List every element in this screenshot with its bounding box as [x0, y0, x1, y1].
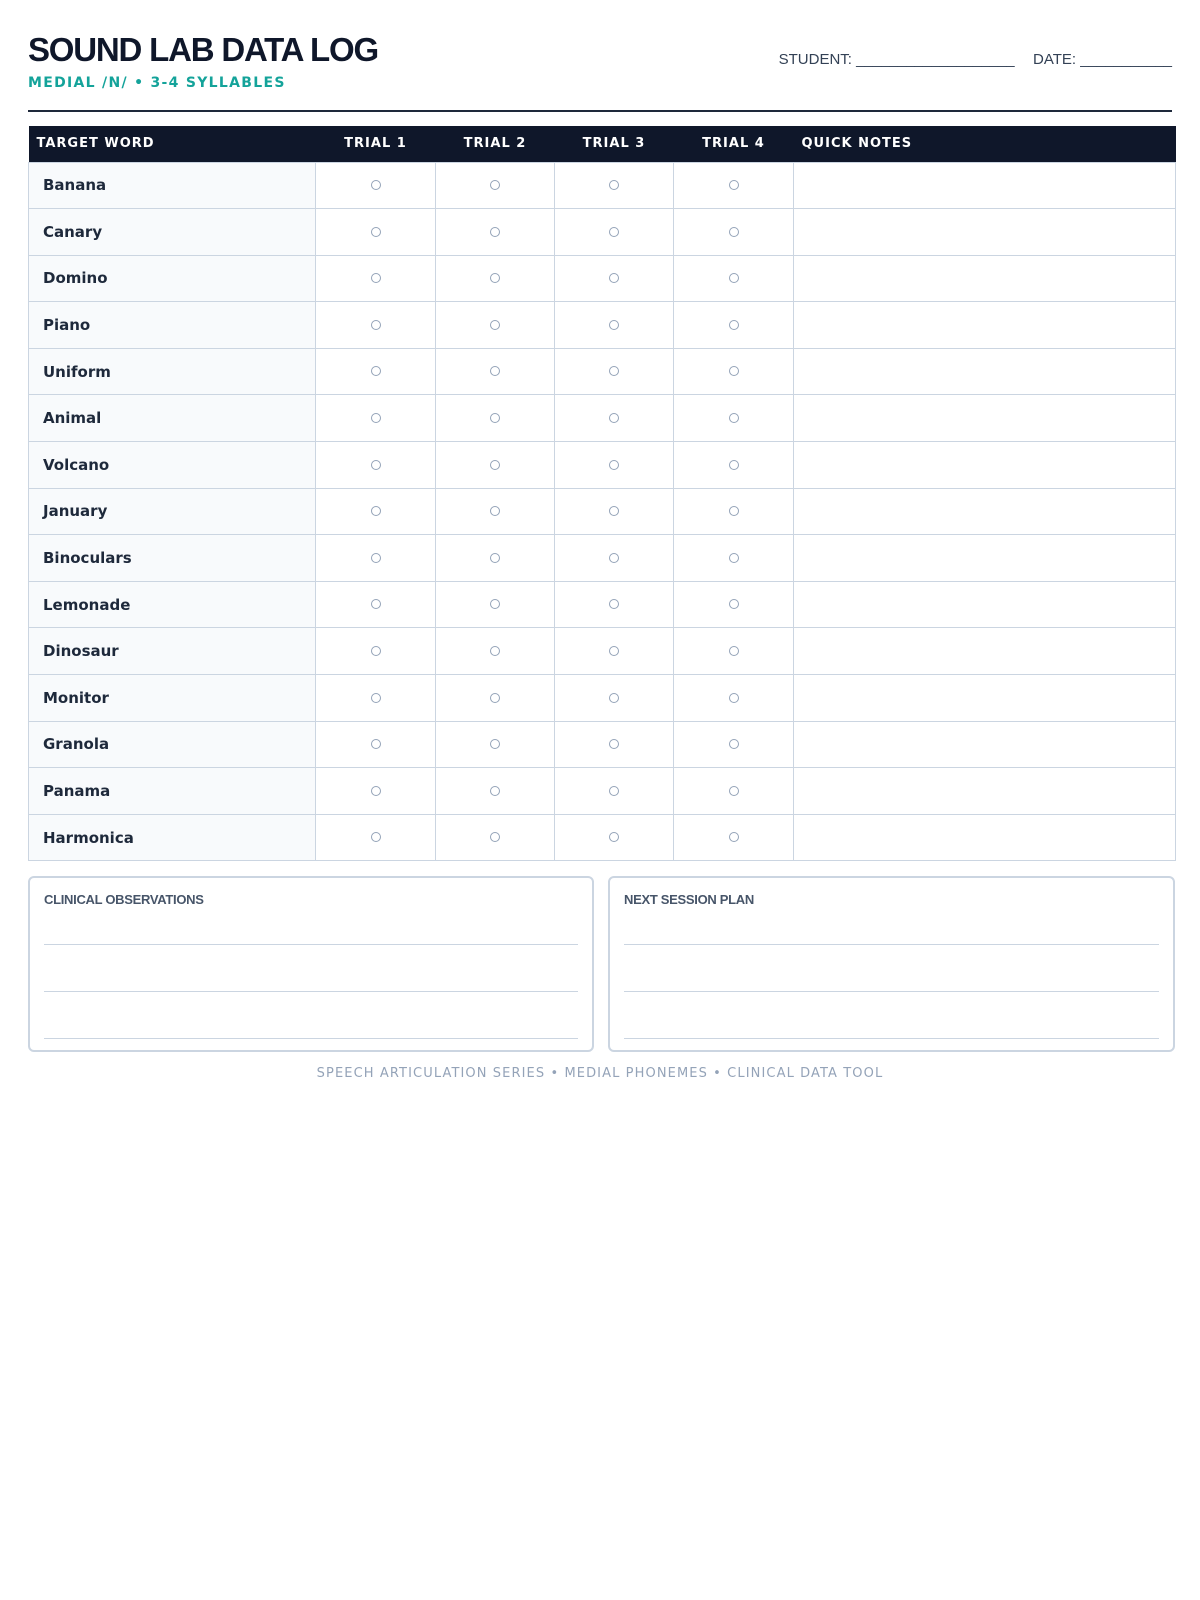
trial-1-cell: [316, 675, 436, 722]
quick-notes-cell[interactable]: [794, 488, 1176, 535]
quick-notes-cell[interactable]: [794, 395, 1176, 442]
table-row: [29, 348, 1176, 395]
target-word-cell: Uniform: [29, 348, 316, 395]
table-row: [29, 488, 1176, 535]
trial-circle-icon[interactable]: [490, 786, 500, 796]
target-word-cell: Animal: [29, 395, 316, 442]
trial-circle-icon[interactable]: [371, 553, 381, 563]
table-row: [29, 721, 1176, 768]
trial-circle-icon[interactable]: [609, 320, 619, 330]
notes-section: [28, 876, 1175, 1052]
table-row: [29, 581, 1176, 628]
trial-4-cell: [674, 348, 794, 395]
trial-circle-icon[interactable]: [490, 832, 500, 842]
trial-4-cell: [674, 535, 794, 582]
trial-1-cell: [316, 395, 436, 442]
column-header-trial-3: TRIAL 3: [555, 126, 674, 162]
quick-notes-cell[interactable]: [794, 255, 1176, 302]
target-word-cell: Banana: [29, 162, 316, 209]
trial-circle-icon[interactable]: [609, 832, 619, 842]
target-word-cell: Domino: [29, 255, 316, 302]
quick-notes-cell[interactable]: [794, 814, 1176, 861]
trial-4-cell: [674, 675, 794, 722]
student-field[interactable]: ___________________: [856, 51, 1015, 68]
table-row: [29, 302, 1176, 349]
target-word-cell: Panama: [29, 768, 316, 815]
quick-notes-cell[interactable]: [794, 535, 1176, 582]
trial-4-cell: [674, 581, 794, 628]
writing-line: [44, 1038, 578, 1039]
table-row: [29, 814, 1176, 861]
next-session-plan-box[interactable]: [608, 876, 1175, 1052]
target-word-cell: January: [29, 488, 316, 535]
trial-4-cell: [674, 255, 794, 302]
trial-circle-icon[interactable]: [609, 273, 619, 283]
trial-circle-icon[interactable]: [490, 460, 500, 470]
target-word-cell: Harmonica: [29, 814, 316, 861]
trial-2-cell: [436, 348, 555, 395]
quick-notes-cell[interactable]: [794, 348, 1176, 395]
trial-circle-icon[interactable]: [609, 460, 619, 470]
trial-3-cell: [555, 209, 674, 256]
column-header-quick-notes: QUICK NOTES: [794, 126, 1176, 162]
trial-circle-icon[interactable]: [729, 599, 739, 609]
writing-line: [624, 944, 1159, 945]
trial-2-cell: [436, 255, 555, 302]
trial-circle-icon[interactable]: [729, 273, 739, 283]
trial-3-cell: [555, 162, 674, 209]
trial-3-cell: [555, 535, 674, 582]
date-field[interactable]: ___________: [1080, 51, 1172, 68]
trial-3-cell: [555, 768, 674, 815]
trial-1-cell: [316, 442, 436, 489]
target-word-cell: Canary: [29, 209, 316, 256]
writing-line: [44, 944, 578, 945]
header: [28, 28, 1172, 112]
trial-circle-icon[interactable]: [609, 739, 619, 749]
trial-circle-icon[interactable]: [490, 413, 500, 423]
trial-circle-icon[interactable]: [609, 180, 619, 190]
target-word-cell: Lemonade: [29, 581, 316, 628]
trial-4-cell: [674, 395, 794, 442]
trial-circle-icon[interactable]: [490, 180, 500, 190]
footer-text: SPEECH ARTICULATION SERIES • MEDIAL PHONEMES • CLINICAL DATA TOOL: [316, 1066, 884, 1081]
trial-circle-icon[interactable]: [609, 506, 619, 516]
trial-1-cell: [316, 581, 436, 628]
trial-2-cell: [436, 209, 555, 256]
table-row: [29, 209, 1176, 256]
quick-notes-cell[interactable]: [794, 628, 1176, 675]
trial-circle-icon[interactable]: [609, 553, 619, 563]
trial-circle-icon[interactable]: [609, 599, 619, 609]
trial-1-cell: [316, 209, 436, 256]
trial-circle-icon[interactable]: [490, 646, 500, 656]
trial-circle-icon[interactable]: [371, 646, 381, 656]
trial-4-cell: [674, 721, 794, 768]
trial-circle-icon[interactable]: [371, 320, 381, 330]
trial-circle-icon[interactable]: [729, 413, 739, 423]
trial-4-cell: [674, 488, 794, 535]
trial-circle-icon[interactable]: [490, 366, 500, 376]
trial-4-cell: [674, 209, 794, 256]
trial-circle-icon[interactable]: [729, 553, 739, 563]
trial-circle-icon[interactable]: [371, 506, 381, 516]
trial-1-cell: [316, 768, 436, 815]
table-row: [29, 768, 1176, 815]
trial-circle-icon[interactable]: [490, 553, 500, 563]
quick-notes-cell[interactable]: [794, 442, 1176, 489]
trial-circle-icon[interactable]: [371, 273, 381, 283]
trial-circle-icon[interactable]: [609, 646, 619, 656]
table-header-row: [29, 126, 1176, 162]
trial-circle-icon[interactable]: [371, 693, 381, 703]
trial-2-cell: [436, 395, 555, 442]
trial-circle-icon[interactable]: [609, 413, 619, 423]
student-label: STUDENT:: [778, 51, 852, 68]
trial-circle-icon[interactable]: [490, 739, 500, 749]
trial-circle-icon[interactable]: [729, 320, 739, 330]
clinical-observations-box[interactable]: [28, 876, 594, 1052]
trial-2-cell: [436, 581, 555, 628]
trial-1-cell: [316, 488, 436, 535]
trial-1-cell: [316, 535, 436, 582]
trial-3-cell: [555, 721, 674, 768]
table-row: [29, 255, 1176, 302]
trial-1-cell: [316, 628, 436, 675]
trial-circle-icon[interactable]: [729, 460, 739, 470]
trial-circle-icon[interactable]: [729, 227, 739, 237]
trial-circle-icon[interactable]: [371, 739, 381, 749]
trial-circle-icon[interactable]: [609, 227, 619, 237]
trial-4-cell: [674, 814, 794, 861]
quick-notes-cell[interactable]: [794, 768, 1176, 815]
trial-3-cell: [555, 628, 674, 675]
trial-4-cell: [674, 302, 794, 349]
student-date-fields: [779, 50, 1172, 70]
trial-3-cell: [555, 442, 674, 489]
trial-1-cell: [316, 814, 436, 861]
trial-circle-icon[interactable]: [609, 366, 619, 376]
target-word-cell: Granola: [29, 721, 316, 768]
trial-circle-icon[interactable]: [729, 832, 739, 842]
trial-2-cell: [436, 442, 555, 489]
trial-circle-icon[interactable]: [729, 786, 739, 796]
trial-circle-icon[interactable]: [490, 320, 500, 330]
trial-circle-icon[interactable]: [490, 506, 500, 516]
clinical-observations-title: CLINICAL OBSERVATIONS: [44, 892, 204, 907]
date-label: DATE:: [1033, 51, 1077, 68]
trial-2-cell: [436, 535, 555, 582]
trial-2-cell: [436, 814, 555, 861]
page-title: SOUND LAB DATA LOG: [28, 31, 378, 68]
trial-1-cell: [316, 162, 436, 209]
target-word-cell: Monitor: [29, 675, 316, 722]
trial-3-cell: [555, 348, 674, 395]
trial-2-cell: [436, 721, 555, 768]
trial-circle-icon[interactable]: [371, 413, 381, 423]
trial-1-cell: [316, 255, 436, 302]
trial-circle-icon[interactable]: [729, 739, 739, 749]
table-row: [29, 162, 1176, 209]
target-word-cell: Dinosaur: [29, 628, 316, 675]
trial-3-cell: [555, 395, 674, 442]
trial-circle-icon[interactable]: [371, 460, 381, 470]
trial-circle-icon[interactable]: [609, 786, 619, 796]
trial-1-cell: [316, 348, 436, 395]
next-session-plan-title: NEXT SESSION PLAN: [624, 892, 754, 907]
column-header-target-word: TARGET WORD: [29, 126, 316, 162]
trial-circle-icon[interactable]: [371, 832, 381, 842]
trial-circle-icon[interactable]: [371, 227, 381, 237]
trial-circle-icon[interactable]: [371, 786, 381, 796]
quick-notes-cell[interactable]: [794, 721, 1176, 768]
table-body: [29, 162, 1176, 861]
trial-4-cell: [674, 768, 794, 815]
trial-2-cell: [436, 768, 555, 815]
table-row: [29, 675, 1176, 722]
quick-notes-cell[interactable]: [794, 209, 1176, 256]
column-header-trial-4: TRIAL 4: [674, 126, 794, 162]
quick-notes-cell[interactable]: [794, 162, 1176, 209]
trial-4-cell: [674, 442, 794, 489]
table-row: [29, 442, 1176, 489]
trial-2-cell: [436, 488, 555, 535]
target-word-cell: Binoculars: [29, 535, 316, 582]
trial-3-cell: [555, 814, 674, 861]
writing-line: [624, 1038, 1159, 1039]
quick-notes-cell[interactable]: [794, 675, 1176, 722]
target-word-cell: Piano: [29, 302, 316, 349]
trial-2-cell: [436, 628, 555, 675]
quick-notes-cell[interactable]: [794, 302, 1176, 349]
trial-circle-icon[interactable]: [490, 227, 500, 237]
trial-circle-icon[interactable]: [371, 180, 381, 190]
trial-1-cell: [316, 302, 436, 349]
trial-circle-icon[interactable]: [729, 366, 739, 376]
data-log-table: [28, 126, 1176, 861]
trial-circle-icon[interactable]: [729, 506, 739, 516]
column-header-trial-2: TRIAL 2: [436, 126, 555, 162]
target-word-cell: Volcano: [29, 442, 316, 489]
writing-line: [44, 991, 578, 992]
table-row: [29, 395, 1176, 442]
trial-circle-icon[interactable]: [729, 646, 739, 656]
trial-2-cell: [436, 675, 555, 722]
writing-line: [624, 991, 1159, 992]
trial-3-cell: [555, 488, 674, 535]
trial-circle-icon[interactable]: [729, 180, 739, 190]
trial-circle-icon[interactable]: [490, 273, 500, 283]
trial-2-cell: [436, 162, 555, 209]
trial-3-cell: [555, 302, 674, 349]
column-header-trial-1: TRIAL 1: [316, 126, 436, 162]
trial-circle-icon[interactable]: [371, 366, 381, 376]
quick-notes-cell[interactable]: [794, 581, 1176, 628]
trial-circle-icon[interactable]: [729, 693, 739, 703]
trial-2-cell: [436, 302, 555, 349]
trial-circle-icon[interactable]: [490, 599, 500, 609]
trial-1-cell: [316, 721, 436, 768]
table-row: [29, 535, 1176, 582]
page-subtitle: MEDIAL /N/ • 3-4 SYLLABLES: [28, 75, 286, 91]
trial-3-cell: [555, 255, 674, 302]
trial-3-cell: [555, 675, 674, 722]
table-row: [29, 628, 1176, 675]
trial-circle-icon[interactable]: [490, 693, 500, 703]
trial-4-cell: [674, 162, 794, 209]
trial-circle-icon[interactable]: [371, 599, 381, 609]
trial-4-cell: [674, 628, 794, 675]
trial-3-cell: [555, 581, 674, 628]
trial-circle-icon[interactable]: [609, 693, 619, 703]
